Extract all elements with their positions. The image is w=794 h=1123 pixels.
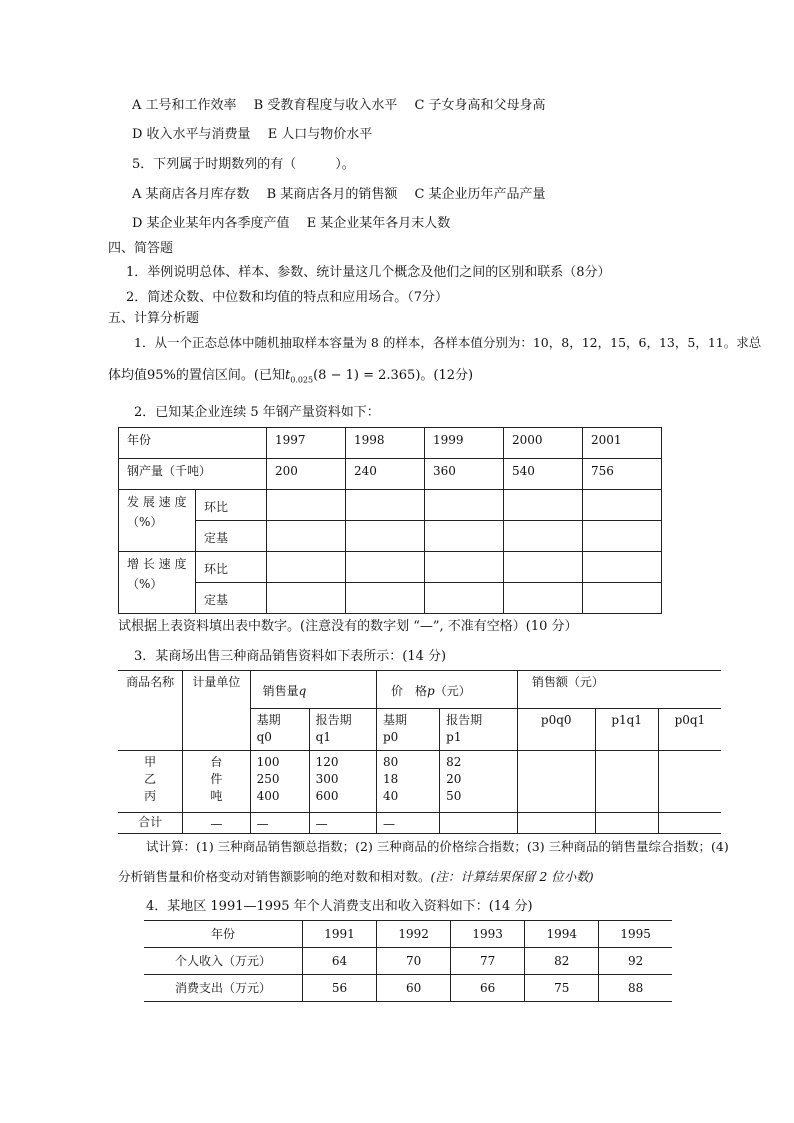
table-row (119, 459, 662, 490)
empty-cell[interactable] (504, 521, 583, 552)
task-note: (注：计算结果保留 2 位小数) (430, 869, 594, 884)
income-value: 82 (525, 948, 599, 975)
t-symbol: t (284, 368, 291, 383)
empty-cell[interactable] (346, 552, 425, 583)
p1q1-header: p1q1 (595, 709, 658, 751)
table-row (118, 813, 721, 834)
spending-value: 66 (451, 975, 525, 1002)
choice-line-2: D 收入水平与消费量 E 人口与物价水平 (132, 127, 373, 142)
product-names-cell (118, 751, 183, 813)
sec5-question-3-task-line-2 (118, 868, 594, 886)
sales-table (118, 670, 721, 834)
empty-cell[interactable] (440, 813, 518, 834)
chain-ratio-label: 环比 (196, 490, 267, 521)
t-expression: (8 − 1) = 2.365 (313, 368, 416, 383)
empty-cell[interactable] (425, 583, 504, 614)
empty-cell[interactable] (595, 751, 658, 813)
sec4-question-1: 1．举例说明总体、样本、参数、统计量这几个概念及他们之间的区别和联系（8分） (126, 265, 611, 280)
product-name: 丙 (144, 789, 157, 803)
p0-value: 80 (382, 755, 399, 769)
product-name-header: 商品名称 (118, 671, 183, 751)
quantity-symbol: q (298, 683, 307, 698)
report-period-label: 报告期 (315, 713, 352, 727)
q0-value: 400 (256, 789, 280, 803)
spending-value: 56 (303, 975, 377, 1002)
p1-value: 20 (446, 772, 462, 786)
year-cell: 2000 (504, 428, 583, 459)
product-name: 乙 (144, 772, 157, 786)
spending-value: 75 (525, 975, 599, 1002)
empty-cell[interactable] (504, 490, 583, 521)
spending-value: 60 (377, 975, 451, 1002)
choice-line-4: D 某企业某年内各季度产值 E 某企业某年各月末人数 (132, 216, 451, 231)
sec5-question-3: 3．某商场出售三种商品销售资料如下表所示：(14 分) (134, 649, 447, 664)
base-period-label: 基期 (256, 713, 281, 727)
product-unit: 台 (210, 755, 223, 769)
p1-symbol: p1 (446, 730, 462, 744)
empty-cell[interactable] (267, 490, 346, 521)
empty-cell[interactable] (595, 813, 658, 834)
income-value: 70 (377, 948, 451, 975)
table-row (144, 921, 672, 948)
p0-value: 40 (382, 789, 399, 803)
report-period-q-header (309, 709, 376, 751)
income-label: 个人收入（万元） (144, 948, 303, 975)
table-2-note: 试根据上表资料填出表中数字。(注意没有的数字划 “—”, 不准有空格）(10 分） (118, 619, 578, 634)
income-value: 92 (599, 948, 672, 975)
empty-cell[interactable] (504, 583, 583, 614)
empty-cell[interactable] (517, 813, 595, 834)
sec5-question-1-line-1: 1．从一个正态总体中随机抽取样本容量为 8 的样本，各样本值分别为：10，8，12，15，6，13，5，11。求总 (134, 335, 762, 350)
sales-amount-header: 销售额（元） (517, 671, 721, 709)
fixed-base-label: 定基 (196, 583, 267, 614)
q1-values-cell (309, 751, 376, 813)
year-cell: 1994 (525, 921, 599, 948)
steel-value: 200 (267, 459, 346, 490)
q1-text-post: )。(12分) (415, 368, 474, 383)
product-units-cell (183, 751, 250, 813)
report-period-p-header (440, 709, 518, 751)
q1-value: 300 (315, 772, 339, 786)
table-row (144, 975, 672, 1002)
p0-value: 18 (382, 772, 399, 786)
section-5-title: 五、计算分析题 (108, 311, 200, 326)
year-header: 年份 (119, 428, 267, 459)
empty-cell[interactable] (267, 521, 346, 552)
empty-cell[interactable] (517, 751, 595, 813)
p1-value: 50 (446, 789, 462, 803)
q0-value: 100 (256, 755, 280, 769)
steel-value: 360 (425, 459, 504, 490)
unit-header: 计量单位 (183, 671, 250, 751)
p1-values-cell (440, 751, 518, 813)
year-cell: 1993 (451, 921, 525, 948)
price-header-label: 价 格 (390, 683, 427, 698)
steel-label: 钢产量（千吨） (119, 459, 267, 490)
p0q1-header: p0q1 (658, 709, 721, 751)
base-period-p-header (376, 709, 439, 751)
table-row (119, 428, 662, 459)
task-text: 分析销售量和价格变动对销售额影响的绝对数和相对数。 (118, 869, 431, 884)
table-row (118, 751, 721, 813)
dash-cell: — (309, 813, 376, 834)
dash-cell: — (376, 813, 439, 834)
spending-value: 88 (599, 975, 672, 1002)
empty-cell[interactable] (267, 552, 346, 583)
price-symbol: p (427, 683, 435, 698)
table-row (119, 583, 662, 614)
year-cell: 2001 (583, 428, 662, 459)
sec5-question-1-line-2 (108, 367, 473, 390)
year-header: 年份 (144, 921, 303, 948)
q1-text-pre: 体均值95%的置信区间。(已知 (108, 368, 285, 383)
growth-speed-label: 增 长 速 度（%） (119, 552, 196, 614)
q1-value: 600 (315, 789, 339, 803)
q1-symbol: q1 (315, 730, 331, 744)
q0-value: 250 (256, 772, 280, 786)
p0q0-header: p0q0 (517, 709, 595, 751)
choice-line-1: A 工号和工作效率 B 受教育程度与收入水平 C 子女身高和父母身高 (132, 98, 546, 113)
empty-cell[interactable] (425, 490, 504, 521)
year-cell: 1995 (599, 921, 672, 948)
income-value: 77 (451, 948, 525, 975)
q0-values-cell (250, 751, 309, 813)
t-subscript: 0.025 (290, 375, 314, 385)
table-row (119, 521, 662, 552)
report-period-label: 报告期 (446, 713, 483, 727)
p0-symbol: p0 (382, 730, 399, 744)
dash-cell: — (250, 813, 309, 834)
steel-value: 540 (504, 459, 583, 490)
price-header (376, 671, 517, 709)
section-4-title: 四、简答题 (108, 241, 174, 256)
total-label: 合计 (118, 813, 183, 834)
empty-cell[interactable] (583, 490, 662, 521)
spending-label: 消费支出（万元） (144, 975, 303, 1002)
empty-cell[interactable] (346, 521, 425, 552)
empty-cell[interactable] (583, 552, 662, 583)
empty-cell[interactable] (504, 552, 583, 583)
table-row (119, 490, 662, 521)
steel-value: 756 (583, 459, 662, 490)
sec4-question-2: 2．简述众数、中位数和均值的特点和应用场合。（7分） (126, 290, 449, 305)
steel-output-table (118, 427, 662, 614)
sec5-question-2: 2．已知某企业连续 5 年钢产量资料如下： (134, 405, 380, 420)
empty-cell[interactable] (425, 521, 504, 552)
empty-cell[interactable] (583, 583, 662, 614)
q0-symbol: q0 (256, 730, 272, 744)
sec5-question-4: 4．某地区 1991—1995 年个人消费支出和收入资料如下：(14 分) (146, 899, 533, 914)
income-consumption-table (144, 920, 672, 1002)
table-row (119, 552, 662, 583)
steel-value: 240 (346, 459, 425, 490)
empty-cell[interactable] (583, 521, 662, 552)
price-unit: （元） (434, 683, 471, 698)
empty-cell[interactable] (346, 490, 425, 521)
year-cell: 1999 (425, 428, 504, 459)
quantity-header (250, 671, 376, 709)
product-unit: 件 (210, 772, 223, 786)
choice-line-3: A 某商店各月库存数 B 某商店各月的销售额 C 某企业历年产品产量 (132, 187, 546, 202)
empty-cell[interactable] (346, 583, 425, 614)
empty-cell[interactable] (658, 813, 721, 834)
quantity-header-label: 销售量 (262, 683, 299, 698)
empty-cell[interactable] (267, 583, 346, 614)
p1-value: 82 (446, 755, 462, 769)
year-cell: 1991 (303, 921, 377, 948)
income-value: 64 (303, 948, 377, 975)
p0-values-cell (376, 751, 439, 813)
product-name: 甲 (144, 755, 157, 769)
base-period-label: 基期 (382, 713, 407, 727)
base-period-q-header (250, 709, 309, 751)
dash-cell: — (183, 813, 250, 834)
empty-cell[interactable] (658, 751, 721, 813)
development-speed-label: 发 展 速 度（%） (119, 490, 196, 552)
year-cell: 1998 (346, 428, 425, 459)
chain-ratio-label: 环比 (196, 552, 267, 583)
q1-value: 120 (315, 755, 339, 769)
question-5: 5．下列属于时期数列的有（ ）。 (132, 157, 355, 172)
sec5-question-3-task-line-1: 试计算：(1) 三种商品销售额总指数；(2) 三种商品的价格综合指数；(3) 三种商品的销售量综合指数；(4) (146, 839, 729, 854)
fixed-base-label: 定基 (196, 521, 267, 552)
year-cell: 1997 (267, 428, 346, 459)
table-row (118, 671, 721, 709)
year-cell: 1992 (377, 921, 451, 948)
empty-cell[interactable] (425, 552, 504, 583)
product-unit: 吨 (210, 789, 223, 803)
table-row (144, 948, 672, 975)
